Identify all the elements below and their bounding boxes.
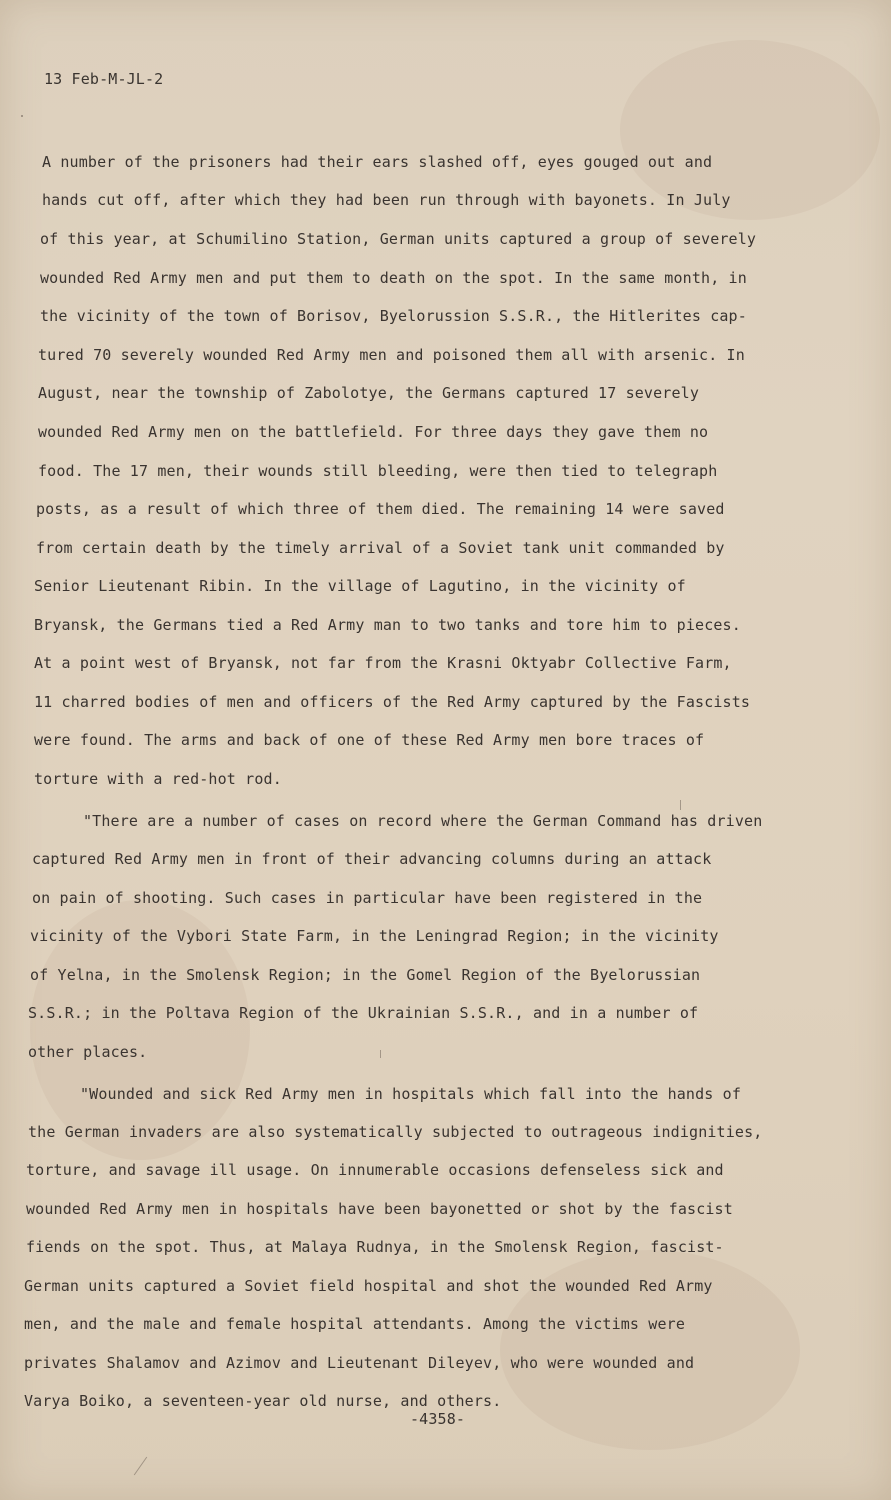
text-line: the vicinity of the town of Borisov, Byelorussion S.S.R., the Hitlerites cap- (40, 307, 747, 325)
text-line: privates Shalamov and Azimov and Lieutenant Dileyev, who were wounded and (24, 1354, 695, 1372)
text-line: were found. The arms and back of one of these Red Army men bore traces of (34, 731, 705, 749)
text-line: "Wounded and sick Red Army men in hospitals which fall into the hands of (80, 1085, 742, 1103)
text-line: vicinity of the Vybori State Farm, in the Leningrad Region; in the vicinity (30, 927, 719, 945)
text-line: on pain of shooting. Such cases in particular have been registered in the (32, 889, 703, 907)
text-line: A number of the prisoners had their ears slashed off, eyes gouged out and (42, 153, 713, 171)
text-line: At a point west of Bryansk, not far from the Krasni Oktyabr Collective Farm, (34, 654, 732, 672)
text-line: Varya Boiko, a seventeen-year old nurse, and others. (24, 1392, 502, 1410)
text-line: 11 charred bodies of men and officers of the Red Army captured by the Fascists (34, 693, 751, 711)
text-line: August, near the township of Zabolotye, the Germans captured 17 severely (38, 384, 700, 402)
text-line: Bryansk, the Germans tied a Red Army man to two tanks and tore him to pieces. (34, 616, 741, 634)
pencil-mark (21, 115, 23, 117)
text-line: torture with a red-hot rod. (34, 770, 282, 788)
pencil-mark (134, 1457, 147, 1476)
pencil-mark (380, 1050, 381, 1058)
document-reference: 13 Feb-M-JL-2 (44, 70, 164, 88)
text-line: posts, as a result of which three of them died. The remaining 14 were saved (36, 500, 725, 518)
text-line: S.S.R.; in the Poltava Region of the Ukrainian S.S.R., and in a number of (28, 1004, 699, 1022)
text-line: wounded Red Army men on the battlefield. For three days they gave them no (38, 423, 709, 441)
text-line: captured Red Army men in front of their advancing columns during an attack (32, 850, 712, 868)
text-line: German units captured a Soviet field hospital and shot the wounded Red Army (24, 1277, 713, 1295)
text-line: wounded Red Army men and put them to death on the spot. In the same month, in (40, 269, 747, 287)
page-number: -4358- (410, 1410, 466, 1428)
text-line: men, and the male and female hospital attendants. Among the victims were (24, 1315, 686, 1333)
text-line: "There are a number of cases on record where the German Command has driven (83, 812, 763, 830)
text-line: wounded Red Army men in hospitals have been bayonetted or shot by the fascist (26, 1200, 733, 1218)
text-line: from certain death by the timely arrival of a Soviet tank unit commanded by (36, 539, 725, 557)
text-line: the German invaders are also systematically subjected to outrageous indignities, (28, 1123, 763, 1141)
text-line: hands cut off, after which they had been run through with bayonets. In July (42, 191, 731, 209)
text-line: tured 70 severely wounded Red Army men and poisoned them all with arsenic. In (38, 346, 745, 364)
text-line: fiends on the spot. Thus, at Malaya Rudnya, in the Smolensk Region, fascist- (26, 1238, 724, 1256)
text-line: other places. (28, 1043, 148, 1061)
text-line: torture, and savage ill usage. On innumerable occasions defenseless sick and (26, 1161, 724, 1179)
text-line: Senior Lieutenant Ribin. In the village of Lagutino, in the vicinity of (34, 577, 686, 595)
text-line: of this year, at Schumilino Station, German units captured a group of severely (40, 230, 757, 248)
text-line: of Yelna, in the Smolensk Region; in the Gomel Region of the Byelorussian (30, 966, 701, 984)
text-line: food. The 17 men, their wounds still bleeding, were then tied to telegraph (38, 462, 718, 480)
